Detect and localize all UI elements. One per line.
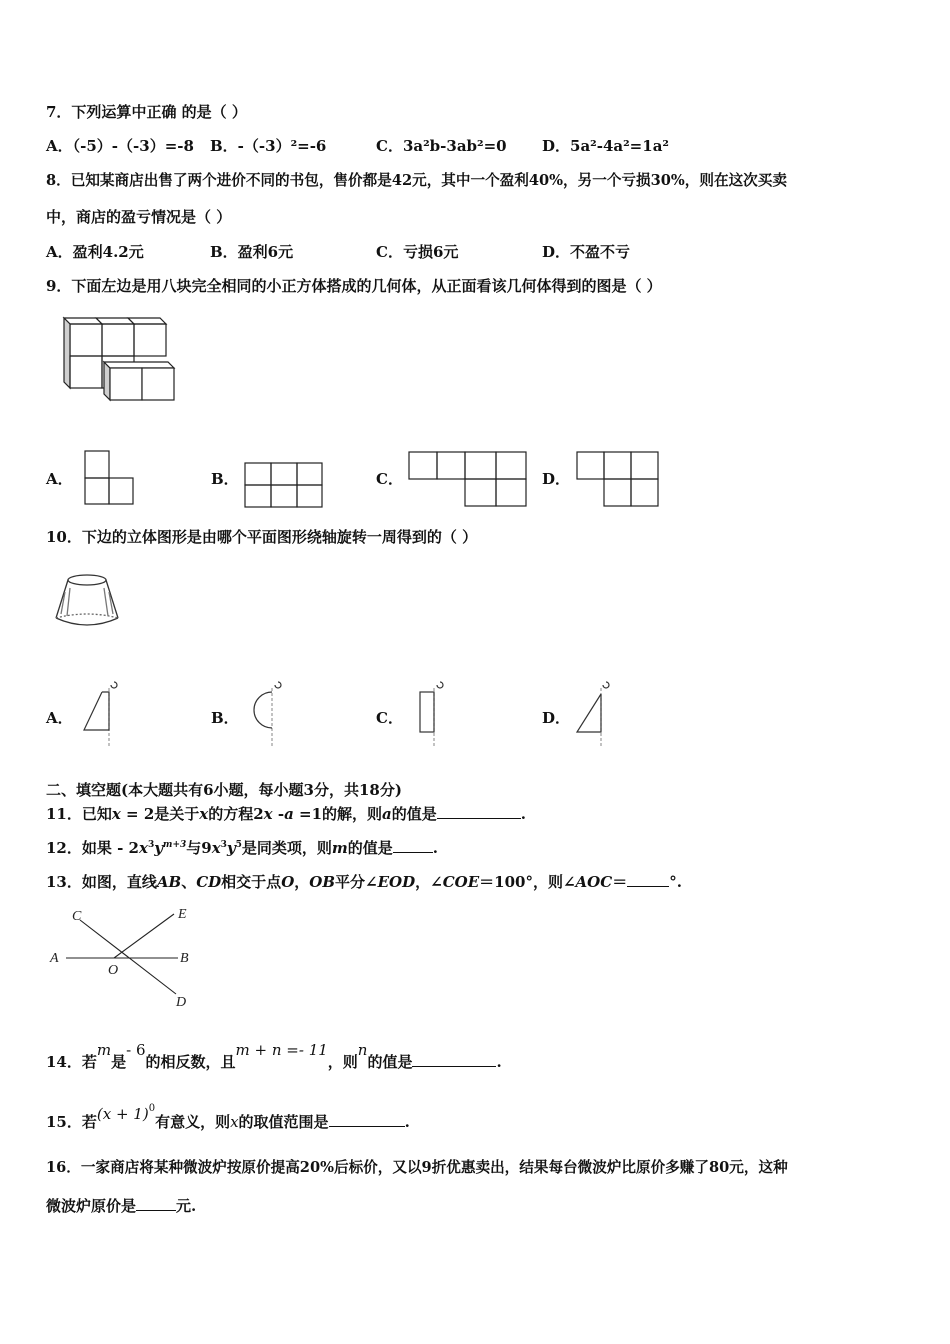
q10-option-b: B．: [211, 709, 239, 727]
q7-option-b: B．-（-3）²=-6: [210, 137, 327, 155]
q10-option-c-rectangle-figure: [412, 678, 448, 752]
q9-cube-stack-figure: [58, 312, 180, 404]
q7-stem: 7．下列运算中正确 的是（ ）: [46, 103, 247, 121]
q10-option-d: D．: [542, 709, 571, 727]
q7-option-a: A．（-5）-（-3）=-8: [46, 137, 194, 155]
q10-option-a: A．: [46, 709, 73, 727]
q7-option-d: D．5a²-4a²=1a²: [542, 137, 669, 155]
q9-option-a-figure: [84, 450, 136, 506]
label-c: C: [72, 909, 82, 924]
q15-stem: 15．若$(x + 1)^0$有意义，则x的取值范围是 .: [46, 1103, 410, 1131]
q9-option-c: C．: [376, 470, 403, 488]
q9-option-b: B．: [211, 470, 239, 488]
q15-answer-blank[interactable]: [329, 1112, 405, 1127]
q16-stem-line2: 微波炉原价是 元.: [46, 1197, 197, 1215]
q13-intersecting-lines-figure: [44, 902, 204, 1012]
q16-stem-line1: 16．一家商店将某种微波炉按原价提高20%后标价，又以9折优惠卖出，结果每台微波炉比原价多赚了80元，这种: [46, 1159, 788, 1176]
q11-answer-blank[interactable]: [437, 804, 521, 819]
q8-option-a: A．盈利4.2元: [46, 243, 144, 261]
q10-option-b-semicircle-figure: [250, 678, 286, 752]
q11-stem: 11．已知x = 2是关于x的方程2x -a =1的解，则a的值是 .: [46, 805, 527, 823]
q9-option-d-figure: [576, 451, 662, 509]
q16-answer-blank[interactable]: [136, 1196, 176, 1211]
q10-option-c: C．: [376, 709, 403, 727]
label-e: E: [178, 907, 187, 922]
label-d: D: [176, 995, 187, 1010]
q9-option-b-figure: [244, 462, 324, 510]
q10-option-a-trapezoid-figure: [80, 678, 120, 752]
q8-stem-line2: 中，商店的盈亏情况是（ ）: [46, 208, 232, 226]
q9-option-a: A．: [46, 470, 73, 488]
q14-answer-blank[interactable]: [412, 1052, 496, 1067]
section2-title: 二、填空题(本大题共有6小题，每小题3分，共18分): [46, 781, 402, 799]
q7-option-c: C．3a²b-3ab²=0: [376, 137, 507, 155]
q8-option-b: B．盈利6元: [210, 243, 294, 261]
q13-stem: 13．如图，直线AB、CD相交于点O，OB平分∠EOD，∠COE＝100°，则∠AOC＝ °.: [46, 873, 682, 891]
q8-option-d: D．不盈不亏: [542, 243, 631, 261]
q13-answer-blank[interactable]: [627, 872, 669, 887]
q8-stem-line1: 8．已知某商店出售了两个进价不同的书包，售价都是42元，其中一个盈利40%，另一个亏损30%，则在这次买卖: [46, 172, 787, 189]
q14-stem: 14．若m是- 6的相反数，且m + n =- 11，则n的值是 .: [46, 1041, 502, 1071]
label-a: A: [50, 951, 59, 966]
q10-stem: 10．下边的立体图形是由哪个平面图形绕轴旋转一周得到的（ ）: [46, 528, 478, 546]
q12-stem: 12．如果 - $2x^3y^{m+3}$与$9x^3y^5$是同类项，则m的值是 .: [46, 839, 439, 857]
q9-option-c-figure: [408, 451, 530, 509]
q10-frustum-figure: [52, 570, 122, 632]
q9-option-d: D．: [542, 470, 571, 488]
label-o: O: [108, 963, 119, 978]
q12-answer-blank[interactable]: [393, 838, 433, 853]
label-b: B: [180, 951, 189, 966]
q10-option-d-triangle-figure: [572, 678, 612, 752]
q8-option-c: C．亏损6元: [376, 243, 459, 261]
q9-stem: 9．下面左边是用八块完全相同的小正方体搭成的几何体，从正面看该几何体得到的图是（ ）: [46, 277, 662, 295]
